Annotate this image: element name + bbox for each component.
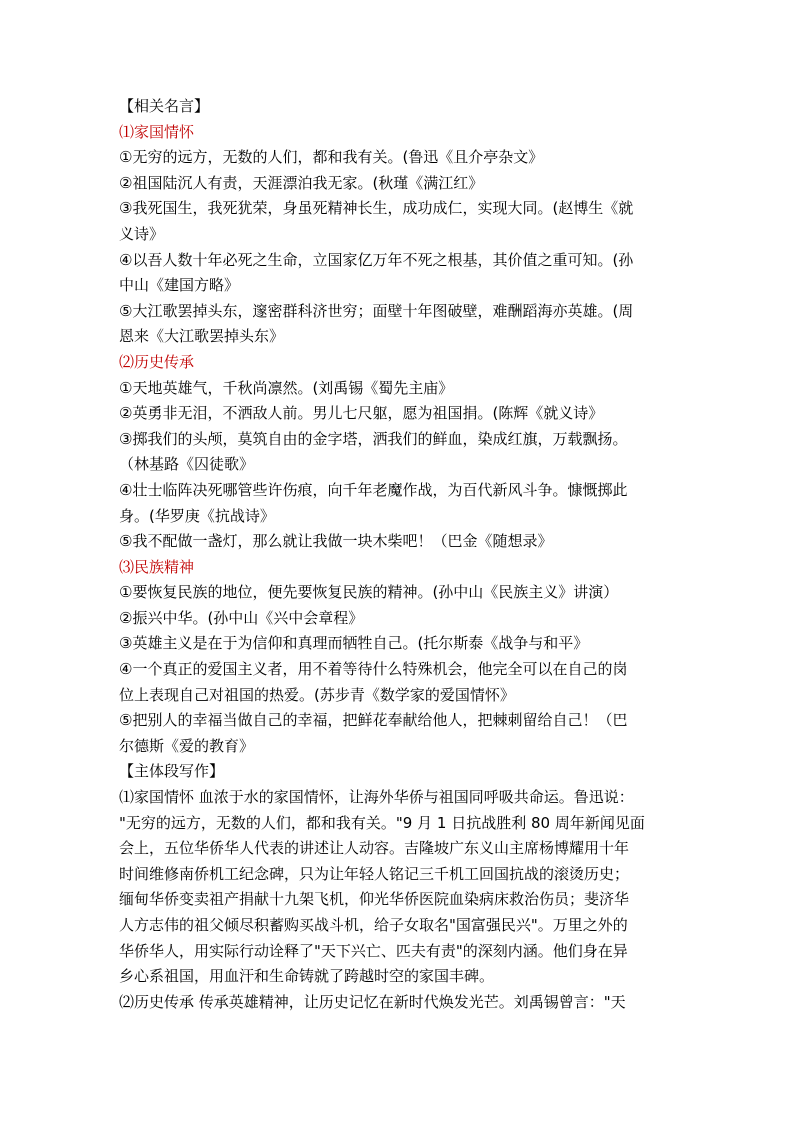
quote-line: ④以吾人数十年必死之生命，立国家亿万年不死之根基，其价值之重可知。(孙 [119,250,634,269]
quote-line: ①无穷的远方，无数的人们，都和我有关。(鲁迅《且介亭杂文》 [119,148,544,167]
quote-line: ⑤大江歌罢掉头东，邃密群科济世穷；面壁十年图破壁，难酬蹈海亦英雄。(周 [119,301,634,320]
quote-line: 位上表现自己对祖国的热爱。(苏步青《数学家的爱国情怀》 [119,685,515,704]
quote-line: ⑤把别人的幸福当做自己的幸福，把鲜花奉献给他人，把棘刺留给自己！（巴 [119,711,628,730]
quote-line: （林基路《囚徒歌》 [119,455,255,474]
quote-line: ③英雄主义是在于为信仰和真理而牺牲自己。(托尔斯泰《战争与和平》 [119,634,589,653]
quote-line: ④壮士临阵决死哪管些许伤痕，向千年老魔作战，为百代新风斗争。慷慨掷此 [119,480,628,499]
quote-line: 中山《建国方略》 [119,276,240,295]
quote-line: 恩来《大江歌罢掉头东》 [119,327,285,346]
paragraph-line: "无穷的远方，无数的人们，都和我有关。"9 月 1 日抗战胜利 80 周年新闻见面 [119,813,645,832]
quote-line: ①要恢复民族的地位，便先要恢复民族的精神。(孙中山《民族主义》讲演） [119,583,619,602]
quote-line: ②祖国陆沉人有责，天涯漂泊我无家。(秋瑾《满江红》 [119,173,484,192]
group-title-national-spirit: ⑶民族精神 [119,557,195,576]
quote-line: ⑤我不配做一盏灯，那么就让我做一块木柴吧！（巴金《随想录》 [119,532,553,551]
paragraph-line: 华侨华人，用实际行动诠释了"天下兴亡、匹夫有责"的深刻内涵。他们身在异 [119,941,628,960]
quote-line: 尔德斯《爱的教育》 [119,736,255,755]
paragraph-line: 乡心系祖国，用血汗和生命铸就了跨越时空的家国丰碑。 [119,967,495,986]
quote-line: ③掷我们的头颅，莫筑自由的金字塔，洒我们的鲜血，染成红旗，万载飘扬。 [119,429,628,448]
quote-line: 义诗》 [119,224,165,243]
group-title-family-country: ⑴家国情怀 [119,122,195,141]
paragraph-line: 人方志伟的祖父倾尽积蓄购买战斗机，给子女取名"国富强民兴"。万里之外的 [119,916,628,934]
group-title-history: ⑵历史传承 [119,352,195,371]
quote-line: ②振兴中华。(孙中山《兴中会章程》 [119,608,364,627]
section-heading-body-writing: 【主体段写作】 [119,762,225,781]
paragraph-line: 缅甸华侨变卖祖产捐献十九架飞机，仰光华侨医院血染病床救治伤员；斐济华 [119,890,630,909]
paragraph-line: 时间维修南侨机工纪念碑，只为让年轻人铭记三千机工回国抗战的滚烫历史； [119,864,630,883]
quote-line: 身。(华罗庚《抗战诗》 [119,506,275,525]
quote-line: ③我死国生，我死犹荣，身虽死精神长生，成功成仁，实现大同。(赵博生《就 [119,199,634,218]
paragraph-line: 会上，五位华侨华人代表的讲述让人动容。吉隆坡广东义山主席杨博耀用十年 [119,839,630,858]
quote-line: ④一个真正的爱国主义者，用不着等待什么特殊机会，他完全可以在自己的岗 [119,660,628,679]
document-page [119,94,679,1015]
quote-line: ①天地英雄气，千秋尚凛然。(刘禹锡《蜀先主庙》 [119,378,454,397]
quote-line: ②英勇非无泪，不洒敌人前。男儿七尺躯，愿为祖国捐。(陈辉《就义诗》 [119,404,604,423]
paragraph-line: ⑴家国情怀 血浓于水的家国情怀，让海外华侨与祖国同呼吸共命运。鲁迅说： [119,788,634,807]
paragraph-line: ⑵历史传承 传承英雄精神，让历史记忆在新时代焕发光芒。刘禹锡曾言："天 [119,992,626,1011]
section-heading-quotes: 【相关名言】 [119,97,210,115]
